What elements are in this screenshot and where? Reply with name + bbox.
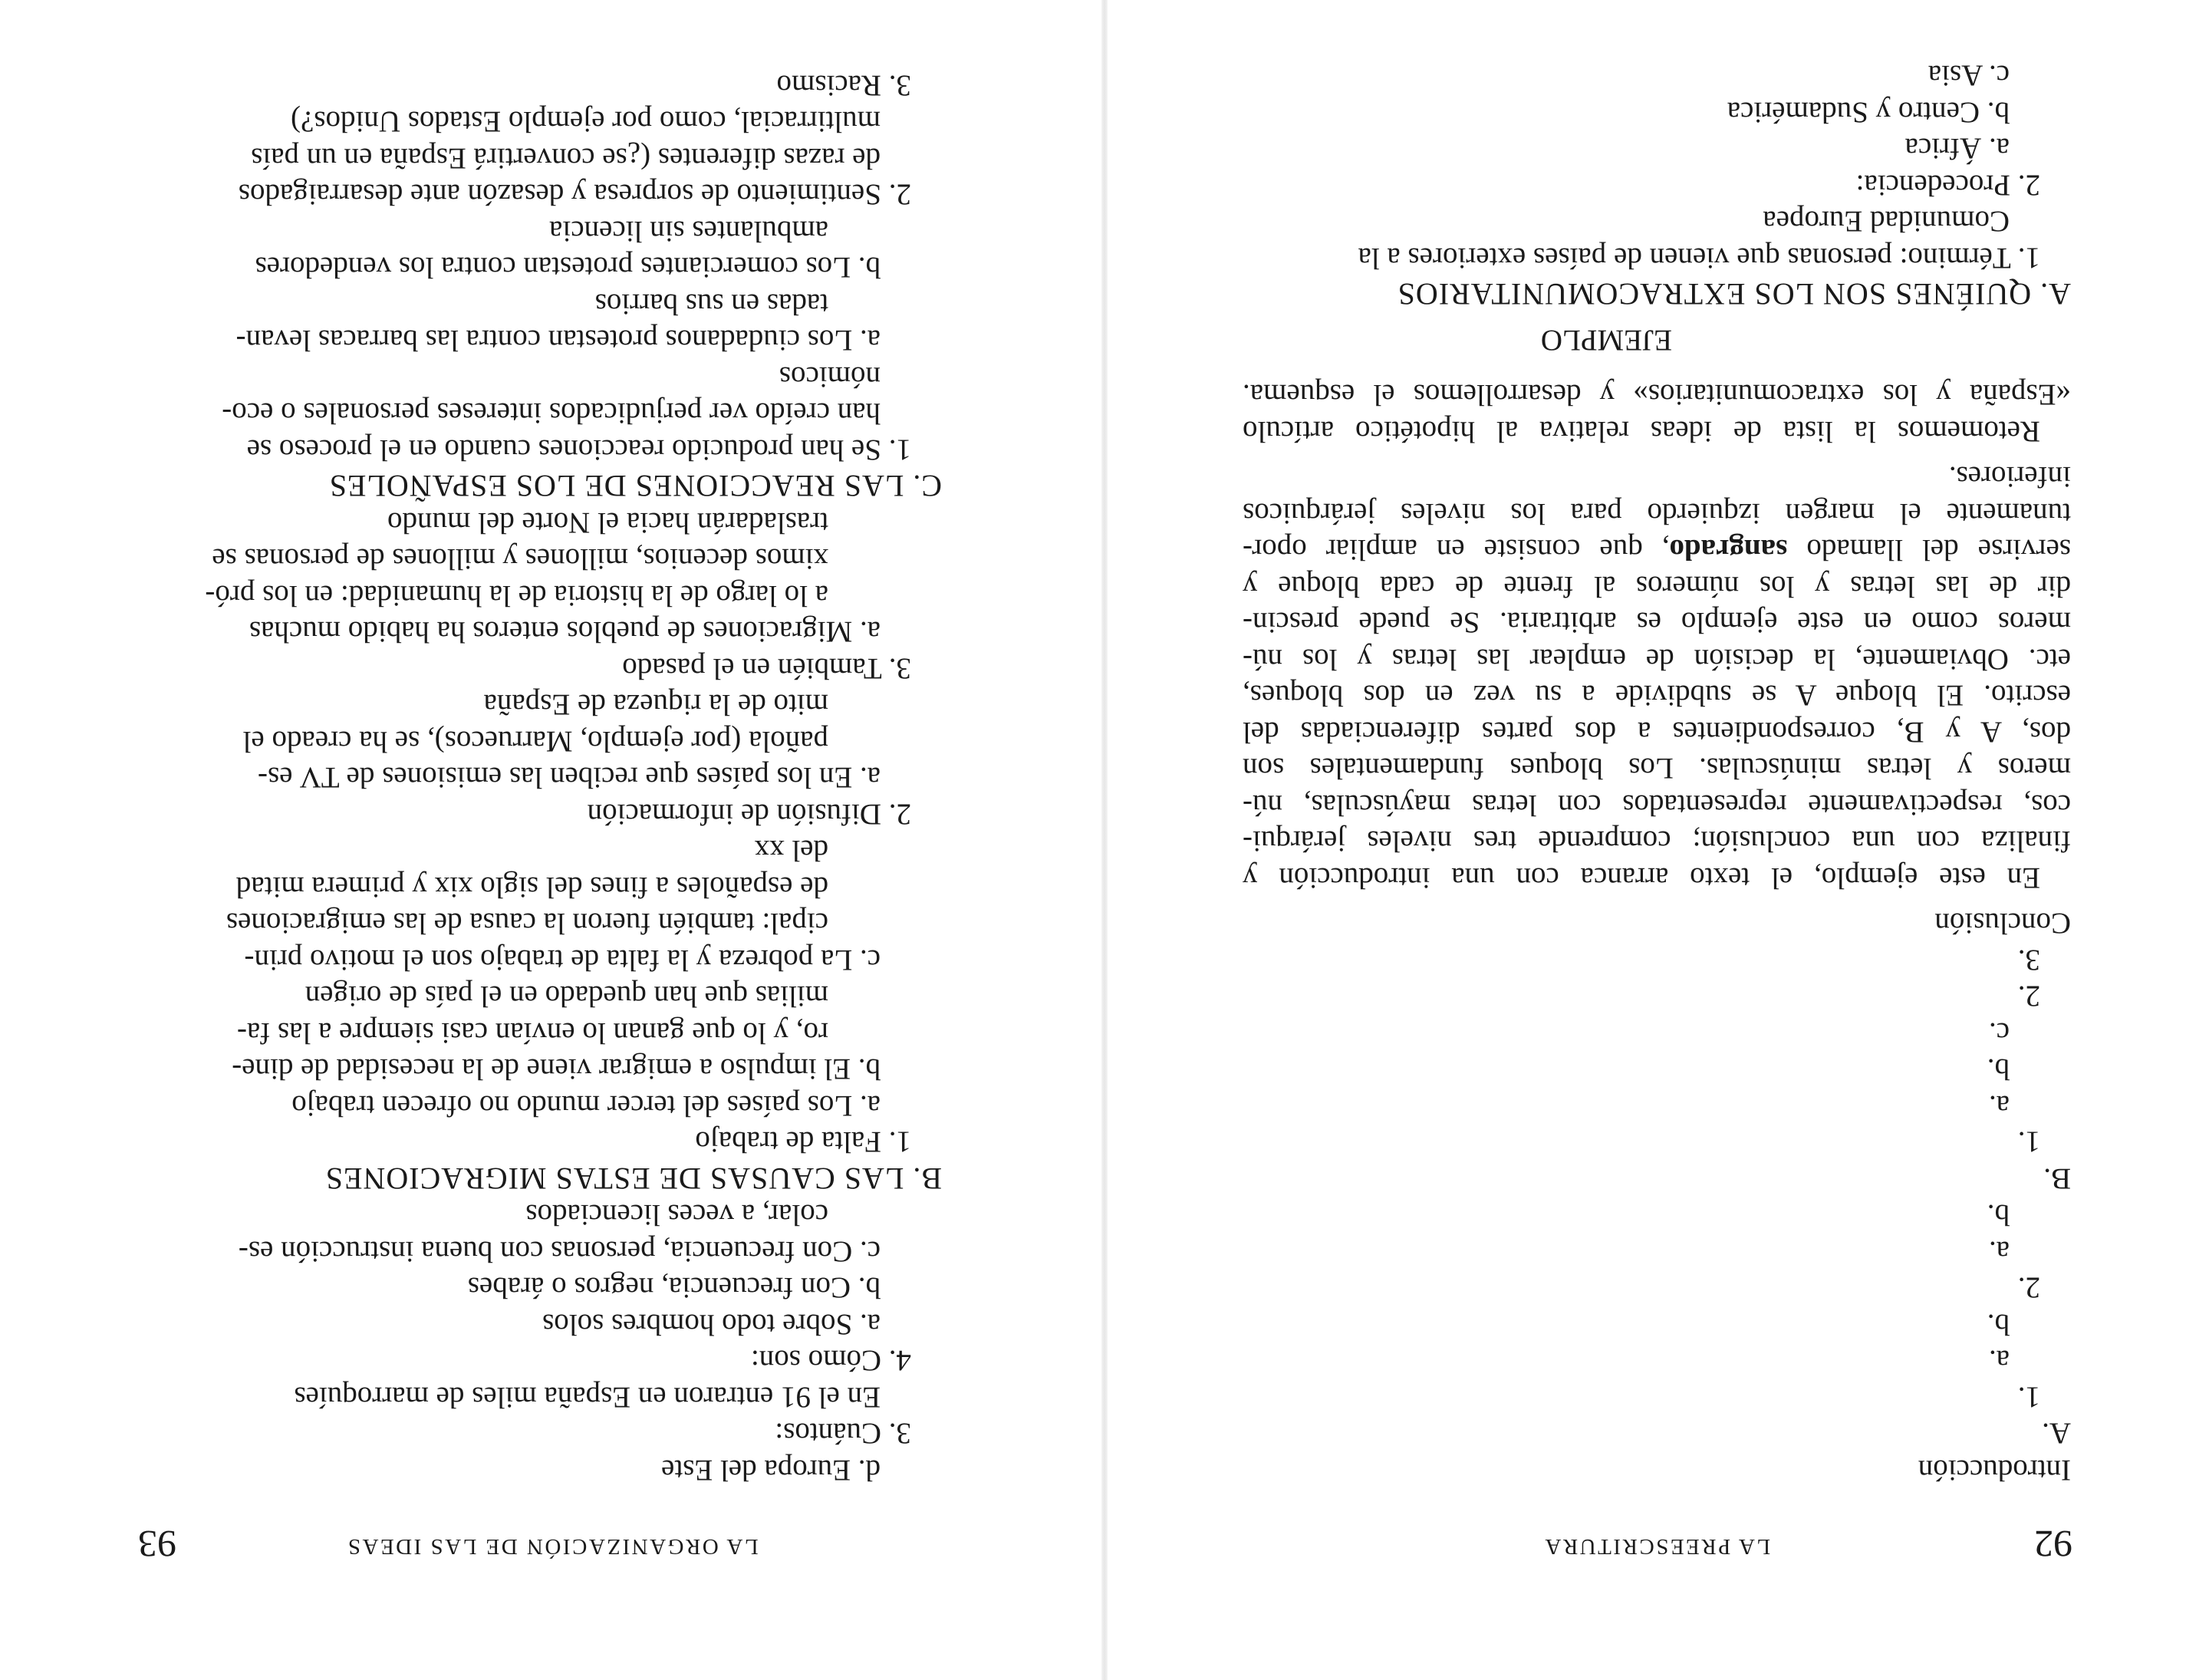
section-list xyxy=(1243,58,2071,276)
outline-item: c. Con frecuencia, personas con buena instrucción es- xyxy=(238,1235,881,1268)
outline-list xyxy=(1243,905,2071,1488)
outline-item: multirracial, como por ejemplo Estados Unidos?) xyxy=(291,105,881,139)
outline-item: colar, a veces licenciados xyxy=(525,1198,828,1232)
outline-item: a lo largo de la historia de la humanidad: en los pró- xyxy=(205,579,828,612)
outline-item: 3. Cuántos: xyxy=(775,1417,911,1451)
outline-item: 1. Falta de trabajo xyxy=(695,1125,911,1159)
outline-item: a. Sobre todo hombres solos xyxy=(542,1308,881,1341)
page-body xyxy=(140,68,942,1489)
outline-item: A. xyxy=(2042,1417,2071,1451)
text-line: dos, A y B, correspondientes a dos partes diferenciadas del xyxy=(1243,716,2071,749)
text-line: dir de las letras y los números al frente de cada bloque y xyxy=(1243,570,2071,603)
outline-item: 2. Procedencia: xyxy=(1855,169,2040,202)
outline-item: 3. También en el pasado xyxy=(622,652,911,685)
outline-item: milias que han quedado en el país de origen xyxy=(305,980,828,1013)
text-line: etc. Obviamente, la decisión de emplear las letras y los nú- xyxy=(1243,643,2071,676)
outline-item: b. xyxy=(1987,1198,2010,1232)
outline-item: 2. Sentimiento de sorpresa y desazón ante desarraigados xyxy=(238,178,911,212)
outline-item: 1. Término: personas que vienen de países exteriores a la xyxy=(1358,242,2040,275)
outline-item: 1. Se han producido reacciones cuando en el proceso se xyxy=(246,433,911,466)
outline-item: b. xyxy=(1987,1308,2010,1341)
text-span: , que consiste en ampliar opor- xyxy=(1242,533,1670,567)
page-body xyxy=(1243,58,2071,1488)
paragraph xyxy=(1243,459,2071,896)
outline-item: 2. xyxy=(2017,1271,2040,1305)
outline-item: ambulantes sin licencia xyxy=(549,215,828,248)
text-line: finaliza con una conclusión; comprende tres niveles jerárqui- xyxy=(1243,825,2071,858)
outline-item: 1. xyxy=(2017,1381,2040,1414)
text-span: servirse del llamado xyxy=(1787,533,2071,567)
outline-item: b. Con frecuencia, negros o árabes xyxy=(467,1271,881,1305)
outline-item: cipal: también fueron la causa de las emigraciones xyxy=(226,907,828,940)
section-heading: B. LAS CAUSAS DE ESTAS MIGRACIONES xyxy=(324,1161,942,1196)
outline-item: b. xyxy=(1987,1052,2010,1086)
text-line: meros como en este ejemplo es arbitraria. Se puede prescin- xyxy=(1243,606,2071,640)
outline-item: 2. xyxy=(2017,980,2040,1013)
outline-item: 1. xyxy=(2017,1125,2040,1159)
running-head: LA ORGANIZACIÓN DE LAS IDEAS xyxy=(346,1534,759,1559)
outline-item: a. En los países que reciben las emisiones de TV es- xyxy=(258,761,881,795)
outline-item: ximos decenios, millones y millones de personas se xyxy=(212,542,828,576)
outline-item: a. África xyxy=(1904,132,2010,166)
page-header xyxy=(1104,1520,2209,1566)
outline-item: de españoles a fines del siglo xix y primera mitad xyxy=(235,871,828,904)
outline-item: b. Centro y Sudamérica xyxy=(1727,96,2010,129)
outline-item: c. xyxy=(1988,1016,2010,1049)
section-heading: C. LAS REACCIONES DE LOS ESPAÑOLES xyxy=(328,469,942,504)
outline-item: tadas en sus barrios xyxy=(594,288,828,321)
outline-item: d. Europa del Este xyxy=(661,1454,881,1487)
outline-item: a. Migraciones de pueblos enteros ha habido muchas xyxy=(249,615,881,649)
outline-item: 3. Racismo xyxy=(776,69,911,102)
outline-item: c. La pobreza y la falta de trabajo son el motivo prin- xyxy=(244,944,881,977)
outline-item: a. xyxy=(1988,1235,2010,1268)
outline-item: han creído ver perjudicados intereses personales o eco- xyxy=(222,397,881,430)
page-header xyxy=(0,1520,1104,1566)
text-line xyxy=(1243,532,2071,568)
outline-item: Conclusión xyxy=(1934,907,2071,940)
outline-item: a. xyxy=(1988,1089,2010,1122)
text-line: escrito. El bloque A se subdivide a su vez en dos bloques, xyxy=(1243,679,2071,713)
outline-item: del xx xyxy=(754,834,828,868)
outline-item: trasladarán hacia el Norte del mundo xyxy=(387,506,828,539)
section-heading: A. QUIÉNES SON LOS EXTRACOMUNITARIOS xyxy=(1397,277,2071,312)
page-number: 92 xyxy=(2034,1523,2072,1566)
outline-item: b. El impulso a emigrar viene de la necesidad de dine- xyxy=(232,1052,881,1086)
outline-item: ro, y lo que ganan lo envían casi siempre a las fa- xyxy=(236,1016,828,1049)
outline-item: pañola (por ejemplo, Marruecos), se ha creado el xyxy=(242,725,828,758)
bold-term: sangrado xyxy=(1669,533,1788,567)
text-line: tunamente el margen izquierdo para los niveles jerárquicos xyxy=(1243,497,2071,530)
outline-item: c. Asia xyxy=(1928,59,2010,93)
outline-item: 2. Difusión de información xyxy=(587,798,911,831)
running-head: LA PREESCRITURA xyxy=(1542,1534,1771,1559)
outline-item: a. xyxy=(1988,1344,2010,1378)
outline-item: 4. Cómo son: xyxy=(750,1344,911,1378)
text-line: Retomemos la lista de ideas relativa al hipotético artículo xyxy=(1243,415,2040,448)
outline-item: a. Los ciudadanos protestan contra las barracas levan- xyxy=(235,324,881,357)
outline-item: Introducción xyxy=(1918,1454,2071,1487)
outline-item: de razas diferentes (¿se convertirá España en un país xyxy=(251,142,881,175)
outline-item: b. Los comerciantes protestan contra los vendedores xyxy=(255,251,881,285)
outline-item: 3. xyxy=(2017,944,2040,977)
page-number: 93 xyxy=(138,1523,176,1566)
paragraph xyxy=(1243,377,2071,450)
outline-item: a. Los países del tercer mundo no ofrecen trabajo xyxy=(291,1089,881,1122)
text-line: cos, respectivamente representados con letras mayúsculas, nú- xyxy=(1243,789,2071,822)
text-line: En este ejemplo, el texto arranca con una introducción y xyxy=(1243,861,2040,894)
outline-item: mito de la riqueza de España xyxy=(483,688,828,722)
outline-item: Comunidad Europea xyxy=(1763,205,2010,239)
text-line: meros y letras minúsculas. Los bloques fundamentales son xyxy=(1243,752,2071,786)
outline-item: B. xyxy=(2043,1162,2071,1195)
outline-item: En el 91 entraron en España miles de marroquíes xyxy=(294,1381,881,1414)
outline-item: nómicos xyxy=(779,361,881,394)
example-label: EJEMPLO xyxy=(1540,324,1672,357)
outline-list xyxy=(140,68,942,1489)
page-92 xyxy=(1104,0,2209,1680)
text-line: «España y los extracomunitarios» y desarrollemos el esquema. xyxy=(1243,378,2071,412)
text-line: inferiores. xyxy=(1948,460,2071,494)
page-93 xyxy=(0,0,1104,1680)
